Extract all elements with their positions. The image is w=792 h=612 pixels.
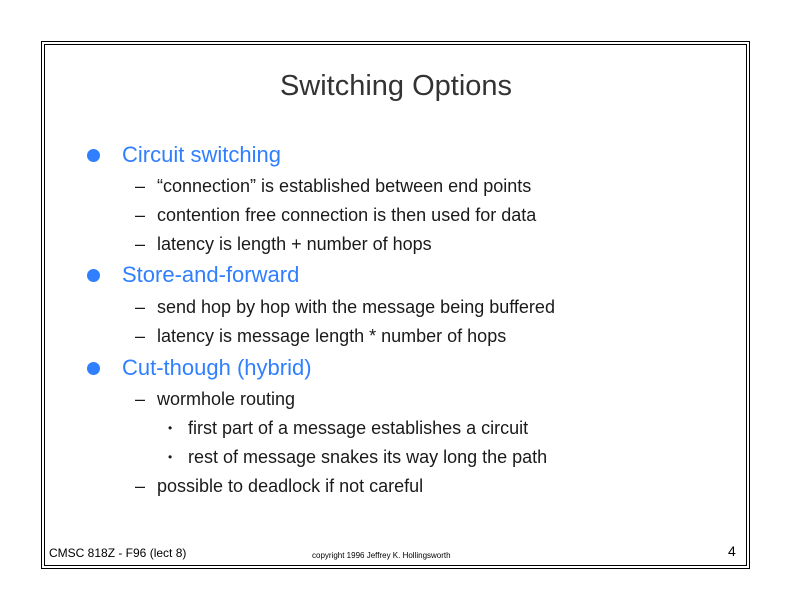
small-bullet-icon: •: [168, 421, 173, 435]
bullet-item-store-and-forward: [87, 261, 299, 289]
bullet-dot-icon: [87, 362, 100, 375]
sub-item: [135, 475, 423, 497]
sub-sub-item-text: rest of message snakes its way long the path: [188, 446, 548, 467]
small-bullet-icon: •: [168, 450, 173, 464]
sub-item: [135, 388, 295, 410]
sub-item: [135, 233, 432, 255]
dash-icon: –: [135, 175, 146, 196]
dash-icon: –: [135, 204, 146, 225]
footer-copyright: copyright 1996 Jeffrey K. Hollingsworth: [312, 551, 451, 560]
sub-item-text: latency is length + number of hops: [157, 233, 432, 254]
sub-item-text: wormhole routing: [157, 388, 296, 409]
page-number: 4: [728, 543, 736, 559]
bullet-dot-icon: [87, 149, 100, 162]
sub-sub-item: [168, 446, 547, 468]
sub-item-text: possible to deadlock if not careful: [157, 475, 424, 496]
sub-item-text: “connection” is established between end points: [157, 175, 532, 196]
sub-item: [135, 325, 506, 347]
footer-course-label: CMSC 818Z - F96 (lect 8): [49, 546, 187, 560]
dash-icon: –: [135, 296, 146, 317]
bullet-heading: Circuit switching: [122, 142, 281, 167]
sub-sub-item: [168, 417, 528, 439]
sub-item-text: contention free connection is then used for data: [157, 204, 537, 225]
sub-item-text: latency is message length * number of hops: [157, 325, 507, 346]
sub-item: [135, 175, 531, 197]
dash-icon: –: [135, 475, 146, 496]
sub-item-text: send hop by hop with the message being buffered: [157, 296, 555, 317]
bullet-heading: Cut-though (hybrid): [122, 355, 312, 380]
sub-sub-item-text: first part of a message establishes a circuit: [188, 417, 529, 438]
sub-item: [135, 204, 536, 226]
slide-title: Switching Options: [279, 70, 513, 102]
sub-item: [135, 296, 555, 318]
bullet-item-circuit-switching: [87, 141, 281, 169]
bullet-dot-icon: [87, 269, 100, 282]
bullet-heading: Store-and-forward: [122, 262, 300, 287]
bullet-item-cut-through: [87, 354, 312, 382]
dash-icon: –: [135, 388, 146, 409]
dash-icon: –: [135, 233, 146, 254]
dash-icon: –: [135, 325, 146, 346]
